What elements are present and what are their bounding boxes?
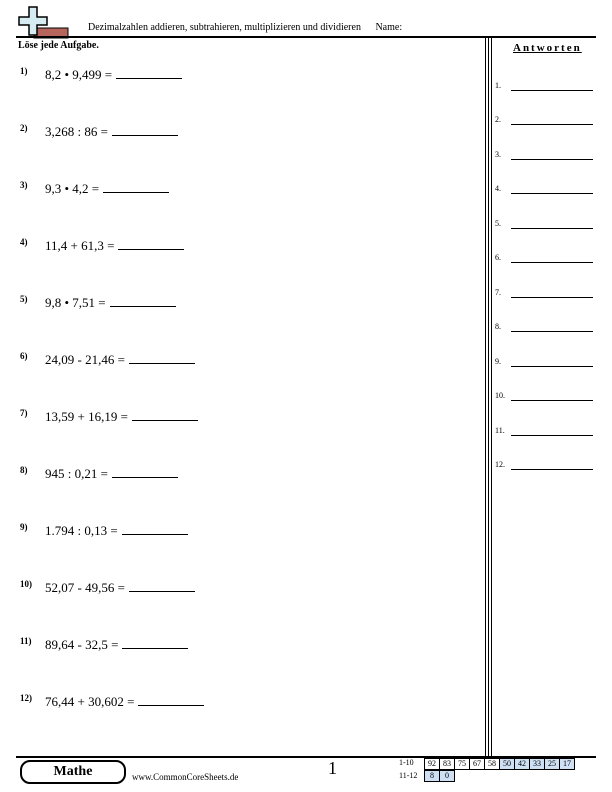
answer-line[interactable]	[511, 297, 593, 298]
problem-number: 9)	[20, 522, 28, 532]
worksheet-header	[88, 22, 402, 33]
answer-line[interactable]	[511, 90, 593, 91]
problem-number: 11)	[20, 636, 32, 646]
answer-row-3	[495, 150, 595, 162]
instructions: Löse jede Aufgabe.	[18, 40, 99, 51]
score-cell: 92	[425, 759, 440, 770]
problem-expression: 1.794 : 0,13 =	[45, 523, 118, 538]
answer-row-11	[495, 426, 595, 438]
answer-number: 5.	[495, 219, 501, 228]
column-divider	[488, 38, 489, 756]
score-cell: 58	[485, 759, 500, 770]
score-cell: 33	[530, 759, 545, 770]
score-cell: 75	[455, 759, 470, 770]
answer-number: 12.	[495, 460, 505, 469]
problem-expression: 11,4 + 61,3 =	[45, 238, 115, 253]
answer-number: 10.	[495, 391, 505, 400]
answer-row-5	[495, 219, 595, 231]
column-divider	[485, 38, 486, 756]
score-cell: 42	[515, 759, 530, 770]
answer-line[interactable]	[511, 228, 593, 229]
answer-blank[interactable]	[112, 123, 178, 136]
answer-blank[interactable]	[112, 465, 178, 478]
answer-line[interactable]	[511, 400, 593, 401]
answer-blank[interactable]	[122, 636, 188, 649]
answer-blank[interactable]	[116, 66, 182, 79]
answer-number: 3.	[495, 150, 501, 159]
answer-blank[interactable]	[110, 294, 176, 307]
answer-line[interactable]	[511, 262, 593, 263]
answer-blank[interactable]	[132, 408, 198, 421]
answer-number: 2.	[495, 115, 501, 124]
answer-line[interactable]	[511, 435, 593, 436]
problem-number: 5)	[20, 294, 28, 304]
answer-number: 9.	[495, 357, 501, 366]
answer-blank[interactable]	[118, 237, 184, 250]
problem-expression: 9,8 • 7,51 =	[45, 295, 106, 310]
score-cell: 67	[470, 759, 485, 770]
answer-row-6	[495, 253, 595, 265]
answer-number: 6.	[495, 253, 501, 262]
plus-logo-icon	[16, 6, 70, 40]
score-cell: 17	[560, 759, 575, 770]
answer-number: 8.	[495, 322, 501, 331]
answer-line[interactable]	[511, 193, 593, 194]
problem-number: 2)	[20, 123, 28, 133]
problem-expression: 13,59 + 16,19 =	[45, 409, 128, 424]
score-row-label: 11-12	[399, 771, 418, 780]
problem-number: 7)	[20, 408, 28, 418]
problem-expression: 945 : 0,21 =	[45, 466, 108, 481]
name-label: Name:	[375, 22, 403, 33]
problem-expression: 8,2 • 9,499 =	[45, 67, 113, 82]
answer-number: 11.	[495, 426, 505, 435]
problem-number: 8)	[20, 465, 28, 475]
answer-row-4	[495, 184, 595, 196]
answer-row-8	[495, 322, 595, 334]
answer-line[interactable]	[511, 159, 593, 160]
site-url: www.CommonCoreSheets.de	[132, 772, 239, 782]
answer-row-10	[495, 391, 595, 403]
answers-title: Antworten	[513, 42, 582, 54]
score-table-row-1	[424, 758, 575, 770]
score-table-row-2	[424, 770, 455, 782]
answer-blank[interactable]	[129, 351, 195, 364]
answer-row-7	[495, 288, 595, 300]
problem-number: 1)	[20, 66, 28, 76]
problem-number: 10)	[20, 579, 32, 589]
problem-expression: 9,3 • 4,2 =	[45, 181, 100, 196]
answer-blank[interactable]	[129, 579, 195, 592]
page-number: 1	[328, 758, 337, 778]
answer-line[interactable]	[511, 124, 593, 125]
subject-badge: Mathe	[20, 760, 126, 784]
answer-line[interactable]	[511, 331, 593, 332]
problem-number: 3)	[20, 180, 28, 190]
answer-number: 7.	[495, 288, 501, 297]
answer-number: 4.	[495, 184, 501, 193]
answer-row-9	[495, 357, 595, 369]
problem-expression: 24,09 - 21,46 =	[45, 352, 125, 367]
score-cell: 83	[440, 759, 455, 770]
problem-expression: 89,64 - 32,5 =	[45, 637, 119, 652]
answer-number: 1.	[495, 81, 501, 90]
problem-expression: 3,268 : 86 =	[45, 124, 108, 139]
answer-blank[interactable]	[138, 693, 204, 706]
score-cell: 0	[440, 771, 455, 782]
score-cell: 50	[500, 759, 515, 770]
score-row-label: 1-10	[399, 758, 414, 767]
column-divider	[491, 38, 492, 756]
score-cell: 8	[425, 771, 440, 782]
header-divider	[16, 36, 596, 38]
problem-number: 4)	[20, 237, 28, 247]
problem-number: 6)	[20, 351, 28, 361]
answer-line[interactable]	[511, 366, 593, 367]
answer-row-1	[495, 81, 595, 93]
worksheet-title: Dezimalzahlen addieren, subtrahieren, multiplizieren und dividieren	[88, 22, 361, 33]
answer-line[interactable]	[511, 469, 593, 470]
answer-blank[interactable]	[122, 522, 188, 535]
answer-row-12	[495, 460, 595, 472]
problem-expression: 52,07 - 49,56 =	[45, 580, 125, 595]
problem-expression: 76,44 + 30,602 =	[45, 694, 135, 709]
problem-number: 12)	[20, 693, 32, 703]
answer-row-2	[495, 115, 595, 127]
answer-blank[interactable]	[103, 180, 169, 193]
score-cell: 25	[545, 759, 560, 770]
